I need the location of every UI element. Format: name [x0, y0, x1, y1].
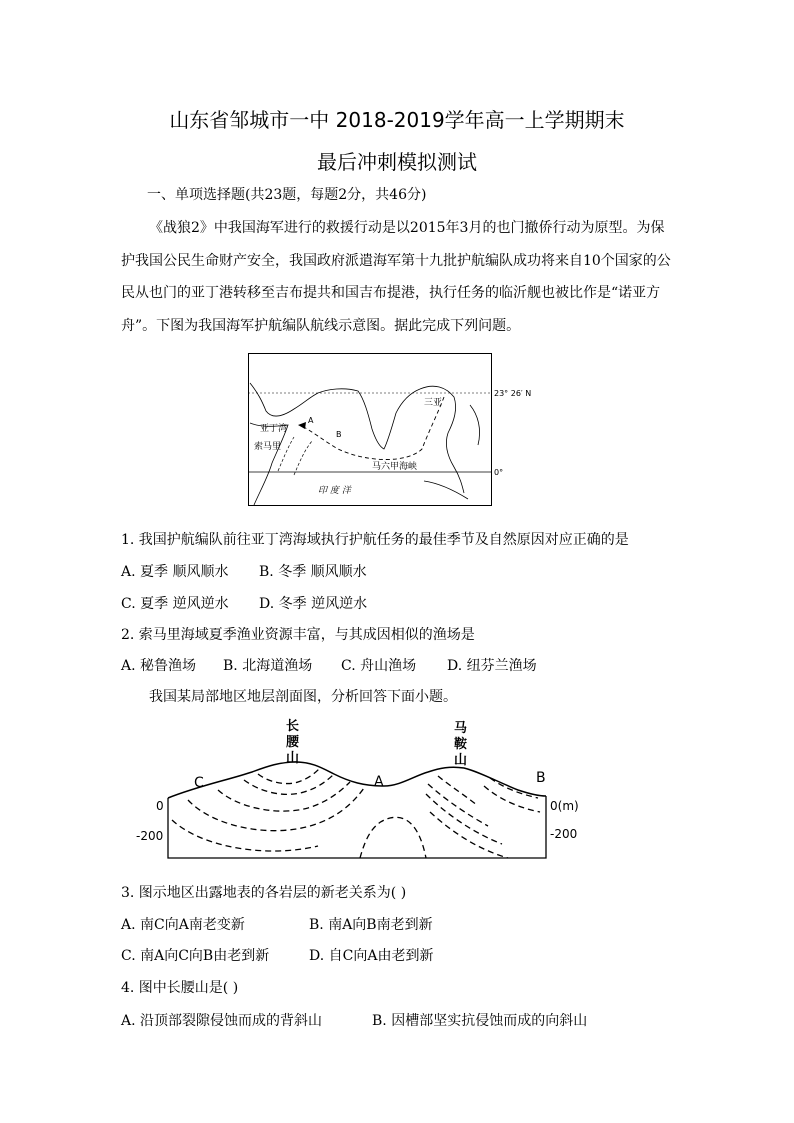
- label-changyao-2: 腰: [286, 735, 300, 750]
- surface-line: [168, 762, 546, 798]
- map-label-somalia: 索马里: [254, 442, 282, 452]
- q4-stem: 4. 图中长腰山是( ): [121, 980, 239, 996]
- q2-option-d[interactable]: D. 纽芬兰渔场: [447, 658, 537, 674]
- q1-option-c[interactable]: C. 夏季 逆风逆水: [121, 596, 229, 612]
- map-label-sanya: 三亚: [424, 398, 443, 408]
- map-point-b: B: [336, 430, 342, 439]
- profile-frame: [168, 796, 546, 858]
- title-line-2: 最后冲刺模拟测试: [317, 150, 477, 174]
- map-label-indian-ocean: 印 度 洋: [318, 486, 351, 496]
- map-label-malacca: 马六甲海峡: [372, 462, 418, 472]
- label-left-minus200: -200: [136, 829, 164, 843]
- q4-option-a[interactable]: A. 沿顶部裂隙侵蚀而成的背斜山: [121, 1013, 323, 1029]
- q2-option-c[interactable]: C. 舟山渔场: [341, 658, 417, 674]
- label-a: A: [374, 774, 384, 790]
- q2-option-b[interactable]: B. 北海道渔场: [223, 658, 313, 674]
- label-right-zero: 0(m): [550, 799, 579, 813]
- label-c: C: [194, 775, 204, 791]
- q1-option-b[interactable]: B. 冬季 顺风顺水: [259, 564, 367, 580]
- map-lat-label: 23° 26′ N: [494, 389, 532, 398]
- q4-option-b[interactable]: B. 因槽部坚实抗侵蚀而成的向斜山: [372, 1013, 588, 1029]
- q1-option-a[interactable]: A. 夏季 顺风顺水: [121, 564, 229, 580]
- q3-option-a[interactable]: A. 南C向A南老变新: [121, 917, 245, 933]
- intro-paragraph: 《战狼2》中我国海军进行的救援行动是以2015年3月的也门撤侨行动为原型。为保护我国公民生命财产安全，我国政府派遣海军第十九批护航编队成功将来自10个国家的公民从也门的亚丁港转移至吉布提共和国吉布提港，执行任务的临沂舰也被比作是“诺亚方舟”。下图为我国海军护航编队航线示意图。据此完成下列问题。: [121, 220, 671, 334]
- q2-option-a[interactable]: A. 秘鲁渔场: [121, 658, 197, 674]
- label-maan-3: 山: [454, 753, 468, 768]
- map-equator-label: 0°: [494, 468, 504, 477]
- label-changyao-3: 山: [286, 751, 300, 766]
- label-changyao-1: 长: [286, 719, 300, 734]
- section-header: 一、单项选择题(共23题，每题2分，共46分): [147, 187, 427, 203]
- label-left-zero: 0: [156, 799, 164, 813]
- label-maan-2: 鞍: [454, 737, 468, 752]
- label-b: B: [536, 770, 546, 786]
- q1-option-d[interactable]: D. 冬季 逆风逆水: [259, 596, 368, 612]
- q3-option-b[interactable]: B. 南A向B南老到新: [309, 917, 433, 933]
- strata-lines: [172, 768, 540, 858]
- q1-stem: 1. 我国护航编队前往亚丁湾海域执行护航任务的最佳季节及自然原因对应正确的是: [121, 532, 629, 548]
- label-maan-1: 马: [454, 721, 468, 736]
- map-point-a: A: [308, 416, 314, 425]
- q2-stem: 2. 索马里海域夏季渔业资源丰富，与其成因相似的渔场是: [121, 627, 475, 643]
- section2-intro: 我国某局部地区地层剖面图，分析回答下面小题。: [149, 689, 457, 705]
- q3-stem: 3. 图示地区出露地表的各岩层的新老关系为( ): [121, 885, 407, 901]
- navy-route-map: [248, 353, 548, 508]
- q3-option-c[interactable]: C. 南A向C向B由老到新: [121, 948, 270, 964]
- label-right-minus200: -200: [550, 827, 578, 841]
- q3-option-d[interactable]: D. 自C向A由老到新: [309, 948, 434, 964]
- geologic-profile: [128, 716, 588, 864]
- map-label-aden: 亚丁湾: [260, 424, 288, 434]
- title-line-1: 山东省邹城市一中 2018-2019学年高一上学期期末: [169, 108, 625, 132]
